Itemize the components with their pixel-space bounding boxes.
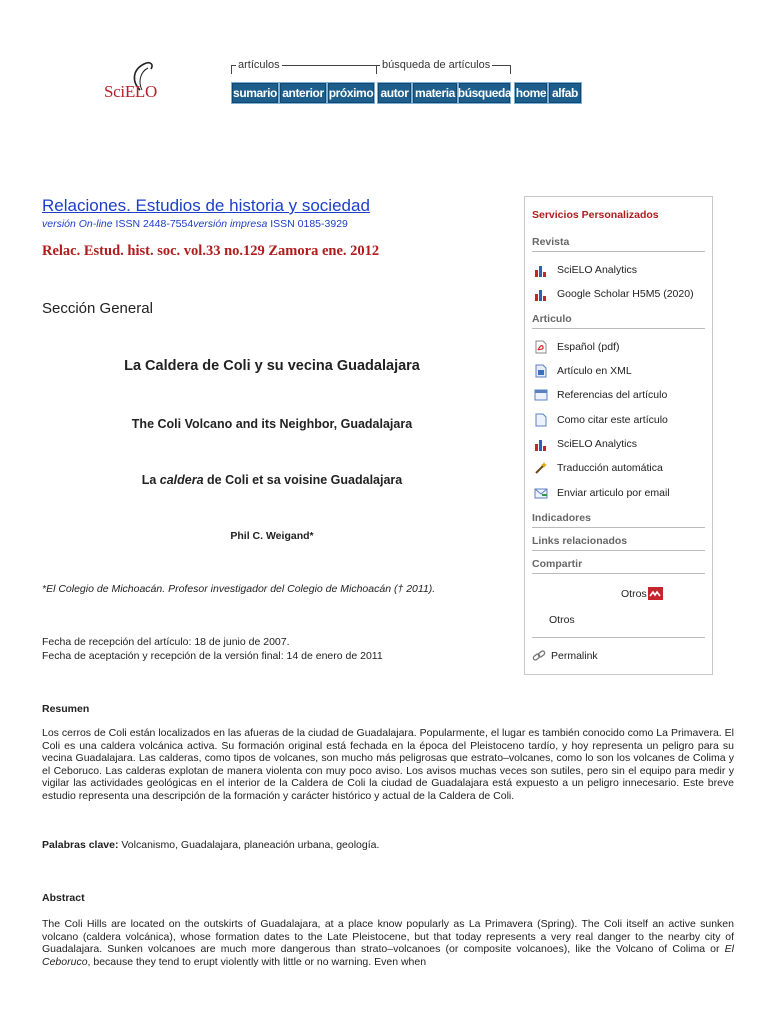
sidebar-item-how-to-cite[interactable] [534, 413, 668, 427]
abstract-heading: Abstract [42, 892, 85, 904]
journal-title-link[interactable]: Relaciones. Estudios de historia y sociedad [42, 196, 370, 215]
title-french-post: de Coli et sa voisine Guadalajara [203, 473, 403, 487]
issn-line [42, 218, 348, 230]
sidebar-item-label: Permalink [551, 650, 598, 662]
sidebar-heading-links[interactable]: Links relacionados [532, 535, 705, 551]
title-french-em: caldera [159, 473, 204, 487]
sidebar-title: Servicios Personalizados [532, 209, 659, 221]
title-french-pre: La [141, 473, 160, 487]
sidebar-item-label: Español (pdf) [557, 341, 620, 353]
sidebar-item-references[interactable] [534, 388, 667, 402]
keywords-list: Volcanismo, Guadalajara, planeación urbana, geología. [118, 839, 380, 851]
issn-print-label: versión impresa [193, 218, 268, 230]
services-sidebar [524, 196, 713, 675]
sumario-button[interactable]: sumario [231, 82, 279, 104]
accepted-date: Fecha de aceptación y recepción de la versión final: 14 de enero de 2011 [42, 650, 383, 662]
abstract-text-em: El Ceboruco [42, 943, 734, 968]
sidebar-item-label: Google Scholar H5M5 (2020) [557, 288, 694, 300]
sidebar-item-label: Como citar este artículo [557, 414, 668, 426]
share-icon [648, 587, 663, 600]
abstract-text [42, 918, 734, 968]
sidebar-item-email[interactable] [534, 486, 670, 500]
share-otros-link[interactable]: Otros [549, 614, 575, 626]
alfab-button[interactable]: alfab [548, 82, 582, 104]
title-french [42, 473, 502, 487]
scielo-logo[interactable] [100, 60, 170, 108]
article-dates [42, 635, 383, 663]
bar-chart-icon [534, 287, 548, 301]
received-date: Fecha de recepción del artículo: 18 de junio de 2007. [42, 636, 290, 648]
sidebar-item-xml[interactable] [534, 364, 632, 378]
sidebar-item-label: SciELO Analytics [557, 438, 637, 450]
sidebar-heading-revista: Revista [532, 236, 705, 252]
sidebar-item-pdf[interactable] [534, 340, 619, 354]
busqueda-button[interactable]: búsqueda [458, 82, 511, 104]
proximo-button[interactable]: próximo [327, 82, 375, 104]
sidebar-item-google-scholar[interactable] [534, 287, 694, 301]
sidebar-divider [532, 637, 705, 638]
author: Phil C. Weigand* [230, 530, 314, 542]
title-english: The Coli Volcano and its Neighbor, Guadalajara [131, 417, 413, 431]
title-spanish: La Caldera de Coli y su vecina Guadalajara [124, 358, 420, 374]
sidebar-item-auto-translate[interactable] [534, 461, 663, 475]
issn-online-label: versión On-line [42, 218, 113, 230]
sidebar-item-scielo-analytics-article[interactable] [534, 437, 637, 451]
anterior-button[interactable]: anterior [279, 82, 327, 104]
bar-chart-icon [534, 437, 548, 451]
magic-wand-icon [534, 461, 548, 475]
issn-online: ISSN 2448-7554 [115, 218, 194, 230]
sidebar-item-permalink[interactable] [532, 649, 598, 663]
link-icon [532, 649, 546, 663]
sidebar-item-label: Artículo en XML [557, 365, 632, 377]
keywords [42, 839, 379, 851]
sidebar-heading-indicadores[interactable]: Indicadores [532, 512, 705, 528]
logo-text: SciELO [104, 82, 157, 101]
sidebar-item-label: Enviar articulo por email [557, 487, 670, 499]
bar-chart-icon [534, 263, 548, 277]
materia-button[interactable]: materia [412, 82, 458, 104]
pdf-icon [534, 340, 548, 354]
articles-label: artículos [238, 59, 280, 71]
abstract-text-1: The Coli Hills are located on the outskirts of Guadalajara, at a place know popularly as La Primavera (Spring). The Coli itself an active sunken volcano (caldera volcánica), whose formation dates to the Late Pleistocene, but that today represents a very real danger to the nearby city of Guadalajara. Sunken volcanoes are much more dangerous than strato–volcanoes (or composite volcanoes), like the Volcano of Colima or [42, 918, 734, 956]
sidebar-item-label: Traducción automática [557, 462, 663, 474]
keywords-label: Palabras clave: [42, 839, 119, 851]
issn-print: ISSN 0185-3929 [270, 218, 348, 230]
email-icon [534, 486, 548, 500]
resumen-text: Los cerros de Coli están localizados en las afueras de la ciudad de Guadalajara. Popularmente, el lugar es también conocido como La Primavera. El Coli es una caldera volcánica activa. Su formación original está fechada en la época del Pleistoceno tardío, y hoy representa un peligro para su vecina Guadalajara. Las calderas, como tipos de volcanes, son mucho más peligrosas que estrato–volcanes, como lo son los volcanes de Colima y el Ceboruco. Las calderas explotan de manera violenta con muy poco aviso. Los avisos muchas veces son sutiles, pero sin el equipo para medir y vigilar las actividades geológicas en el interior de la Caldera de Coli la ciudad de Guadalajara está expuesto a un peligro innecesario. Este breve estudio representa una descripción de la formación y carácter histórico y actual de la Caldera de Coli. [42, 727, 734, 802]
sidebar-item-label: Referencias del artículo [557, 389, 668, 401]
home-button[interactable]: home [514, 82, 548, 104]
sidebar-item-scielo-analytics-revista[interactable] [534, 263, 637, 277]
references-window-icon [534, 388, 548, 402]
resumen-heading: Resumen [42, 703, 90, 715]
autor-button[interactable]: autor [377, 82, 412, 104]
document-icon [534, 413, 548, 427]
citation: Relac. Estud. hist. soc. vol.33 no.129 Zamora ene. 2012 [42, 243, 380, 259]
sidebar-heading-articulo: Articulo [532, 313, 705, 329]
sidebar-item-label: SciELO Analytics [557, 264, 637, 276]
affiliation: *El Colegio de Michoacán. Profesor investigador del Colegio de Michoacán († 2011). [42, 583, 436, 595]
xml-document-icon [534, 364, 548, 378]
sidebar-heading-compartir: Compartir [532, 558, 705, 574]
search-label: búsqueda de artículos [382, 59, 491, 71]
section-name: Sección General [42, 300, 153, 317]
share-otros-button[interactable] [621, 587, 663, 600]
abstract-text-2: , because they tend to erupt violently with little or no warning. Even when [87, 955, 427, 968]
share-otros-label: Otros [621, 587, 647, 600]
